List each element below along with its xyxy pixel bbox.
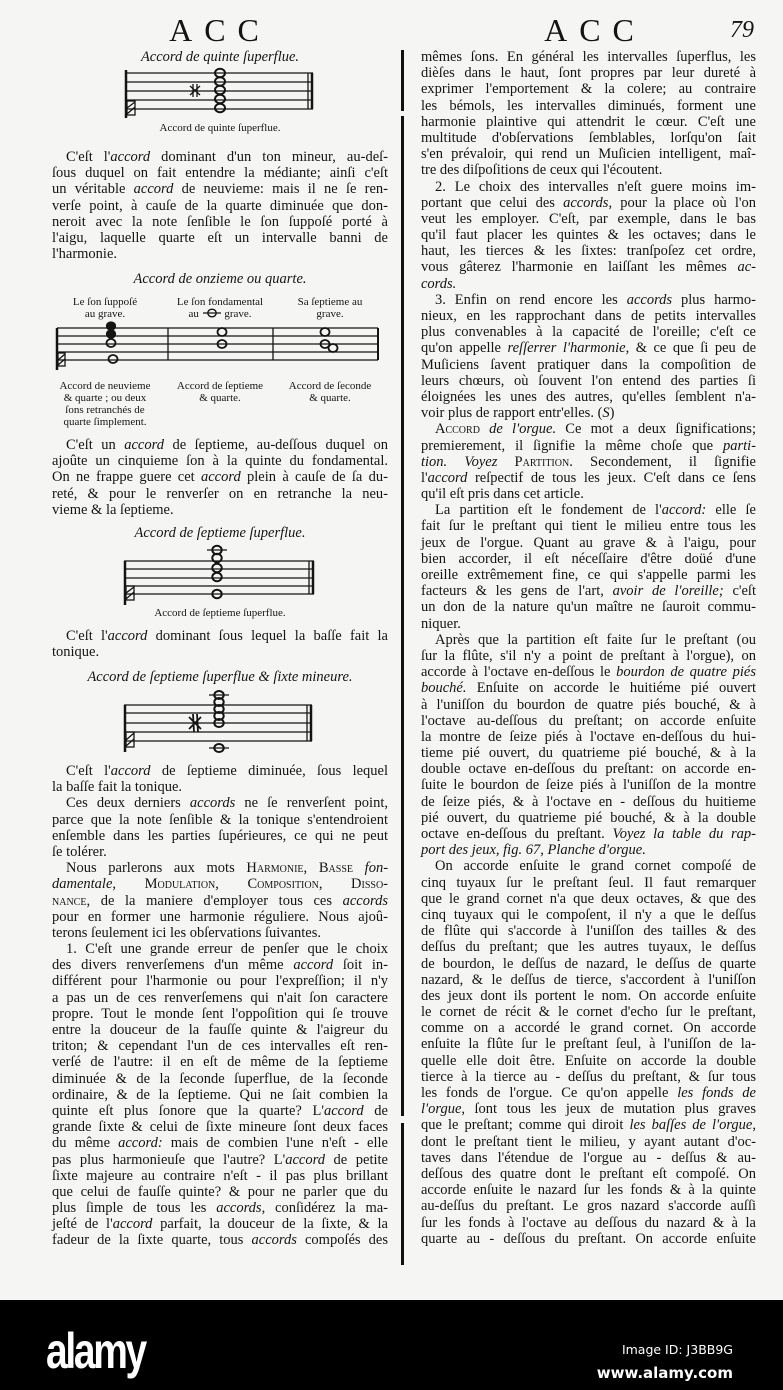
text-run: , <box>112 876 145 893</box>
text-run: , <box>752 1117 756 1134</box>
text-line: nieux, en les rapprochant dans de petits intervalles <box>421 308 756 324</box>
text-line <box>421 470 756 486</box>
clef-icon <box>127 101 135 115</box>
clef-icon <box>58 353 65 366</box>
text-line <box>421 405 756 421</box>
text-line: de ſeize piés, & à l'octave en - deſſous du huitieme <box>421 793 756 810</box>
text-line: accorde enſuite le nazard ſur les fonds & à la quinte <box>421 1182 756 1199</box>
figure-label <box>270 296 390 320</box>
staff-lines <box>125 73 313 109</box>
text-line: 2. Le choix des intervalles n'eſt guere moins im- <box>435 178 756 195</box>
text-line: des jeux dont ils portent le nom. On accorde enſuite <box>421 987 756 1004</box>
text-line: comme on a accordé le grand cornet. On accorde <box>421 1020 756 1037</box>
text-line: verſé de l'autre: il en eſt de même de la ſeptieme <box>52 1054 388 1071</box>
paragraph <box>52 763 388 795</box>
text-run: La partition eſt le fondement de l' <box>435 502 662 519</box>
small-caps-run: nance <box>52 892 87 909</box>
text-line: au-deſſus du preſtant. Le gros nazard s'accorde auſſi <box>421 1198 756 1215</box>
text-line: qu'il faut placer les quintes & les octaves; dans le <box>421 227 756 244</box>
text-line: s'en prévaloir, qui rend un Muſicien intelligent, maî- <box>421 146 756 163</box>
text-run: , <box>303 860 319 877</box>
text-line: diminuée & de la ſeconde ſuperflue, de la ſeconde <box>52 1070 388 1087</box>
text-line <box>52 149 388 165</box>
text-line: différent pour l'harmonie ou pour l'expreſſion; il n'y <box>52 973 388 990</box>
paragraph <box>421 632 756 859</box>
text-line <box>421 1085 756 1101</box>
label-line: Le ſon fondamental <box>176 296 264 308</box>
text-line: tierce à la tierce au - deſſus du preſtant, & ſur tous <box>421 1068 756 1085</box>
italic-run: parti- <box>722 437 756 454</box>
text-line: ſur les fonds à l'octave au deſſous du nazard & à la <box>421 1214 756 1231</box>
figure-label <box>160 296 280 320</box>
text-line: cinq tuyaux ſur le preſtant ſeul. Il faut remarquer <box>421 874 756 891</box>
column-rule <box>401 116 404 1116</box>
label-line: grave. <box>316 308 344 320</box>
caption-line: Accord de ſeptieme <box>176 380 264 392</box>
italic-run: l'orgue <box>421 1101 462 1118</box>
italic-run: accords <box>626 291 673 308</box>
text-line: fait ſur le preſtant qui tient le milieu entre tous les <box>421 518 756 535</box>
text-line: la baſſe fait la tonique. <box>52 779 183 796</box>
text-line: Muſiciens ſavent pratiquer dans la compoſition de <box>421 356 756 373</box>
italic-run: port des jeux, fig. 67, Planche d'orgue. <box>421 842 646 859</box>
text-line: haut, les tierces & les ſixtes: tranſpoſez cet ordre, <box>421 243 756 260</box>
text-line: On accorde enſuite le grand cornet compoſé de <box>435 858 756 875</box>
italic-run: accord <box>133 181 174 198</box>
caption-line: ſons retranchés de <box>65 404 145 416</box>
text-line: quarte au - deſſous du preſtant. On accorde enſuite <box>421 1230 756 1247</box>
text-run: plus harmo- <box>672 291 756 308</box>
text-run: facteurs & les gens de l'art, <box>421 583 613 600</box>
text-run: de neuvieme: mais il ne ſe ren- <box>173 181 388 198</box>
label-text: grave. <box>224 308 252 320</box>
text-line: plus convenables à la capacité de l'oreille; c'eſt ce <box>421 324 756 341</box>
text-line <box>52 876 388 892</box>
text-run: parfait, la douceur de la ſixte, & la <box>152 1216 388 1233</box>
text-run: dominant d'un ton mineur, au-deſ- <box>150 149 388 165</box>
italic-run: accord <box>110 763 151 779</box>
text-line: ſur la flûte, s'il n'y a point de preſtant à l'orgue), on <box>421 647 756 664</box>
text-run: des divers renverſemens d'un même <box>52 957 294 974</box>
text-line: la montre de ſeize piés à l'octave en-deſſous du hui- <box>421 728 756 745</box>
text-line <box>421 1101 756 1117</box>
text-line: neroit avec la note ſenſible le ſon ſuppoſé porté à <box>52 213 388 230</box>
text-line <box>52 181 388 197</box>
text-line <box>52 628 388 644</box>
figure-caption <box>160 380 280 404</box>
small-caps-run: Accord <box>435 421 480 438</box>
image-id: Image ID: J3BB9G <box>621 1342 733 1357</box>
column-rule <box>401 50 404 111</box>
paragraph <box>52 149 388 262</box>
text-line: bien accorder, il eſt néceſſaire d'être doüé d'une <box>421 550 756 567</box>
text-line: cinq tuyaux qui le compoſent, il n'y a que le deſſus <box>421 906 756 923</box>
text-line <box>52 1152 388 1168</box>
text-run: que le preſtant; comme qui diroit <box>421 1117 630 1134</box>
paragraph <box>421 502 756 632</box>
text-run: pas plus harmonieuſe que l'autre? L' <box>52 1151 286 1168</box>
text-line: parce que la note ſenſible & la tonique s'entendroient <box>52 811 388 828</box>
figure-caption: Accord de ſeptieme ſuperflue. <box>154 607 286 619</box>
figure-label <box>45 296 165 320</box>
text-line: de flûte qui s'accorde à l'uniſſon des tailles & des <box>421 923 756 940</box>
italic-run: accords <box>563 194 609 211</box>
text-line: pour en former une harmonie réguliere. Nous ajoû- <box>52 908 388 925</box>
text-line: vieme & la ſeptieme. <box>52 501 174 518</box>
text-run: Ces deux derniers <box>66 795 190 812</box>
label-line <box>160 308 280 320</box>
text-line: tre des diſpoſitions de ceux qui l'écoutent. <box>421 162 663 179</box>
text-run: quinte eſt plus ſonore que la quarte? L' <box>52 1102 324 1119</box>
text-line: multitude d'obſervations ſemblables, lorſqu'on ſait <box>421 129 756 146</box>
small-caps-run: Harmonie <box>246 860 304 877</box>
staff-quinte-superflue <box>125 69 313 118</box>
clef-icon <box>126 586 134 600</box>
text-line: ſixte majeure au contraire n'eſt - il pas plus brillant <box>52 1167 388 1184</box>
text-line <box>52 763 388 779</box>
text-run: plein à cauſe de ſa du- <box>240 469 388 486</box>
text-line <box>52 469 388 485</box>
text-line: que le grand cornet n'a que deux octaves, & que des <box>421 890 756 907</box>
paragraph <box>52 941 388 1249</box>
text-block <box>52 437 388 518</box>
text-line: entre la douceur de la fauſſe quinte & l'aigreur du <box>52 1022 388 1038</box>
alamy-logo: alamy <box>46 1323 145 1379</box>
text-run: ſoit in- <box>333 957 388 974</box>
text-run: de ſeptieme, au-deſſous duquel on <box>163 437 388 453</box>
text-line: grande ſixte & celui de ſixte mineure ſont deux faces <box>52 1119 388 1136</box>
text-line: ſe tolérer. <box>52 843 107 860</box>
text-run: C'eſt l' <box>66 149 111 165</box>
text-line: a pas un de ces renverſemens qui n'ait ſon caractere <box>52 989 388 1006</box>
italic-run: accord <box>107 628 148 644</box>
italic-run: damentale <box>52 876 113 893</box>
italic-run: accord <box>323 1102 364 1119</box>
text-line: reté, & pour le renverſer on en retranche la neu- <box>52 485 388 502</box>
figure-caption <box>45 380 165 428</box>
text-run: compoſés des <box>296 1232 388 1249</box>
text-line: deſſus du preſtant; que les autres tuyaux, le deſſus <box>421 939 756 956</box>
text-line <box>52 1232 388 1248</box>
notes <box>212 546 221 598</box>
paragraph <box>421 858 756 1247</box>
staff-septieme-sixte-mineure <box>124 691 312 752</box>
text-run <box>497 454 514 470</box>
paragraph <box>421 292 756 422</box>
text-run <box>353 860 365 876</box>
text-line: double octave en-deſſous du preſtant: on accorde en- <box>421 761 756 778</box>
text-line: oreille extrêmement fine, ce qui s'appelle parmi les <box>421 567 756 583</box>
text-line: ſuite le bourdon de ſeize piés à l'uniſſon de la montre <box>421 777 756 794</box>
italic-run: accord <box>285 1151 325 1168</box>
text-run: qu'on appelle <box>421 340 508 357</box>
text-line <box>421 340 756 356</box>
text-run: de <box>363 1102 388 1119</box>
watermark-url: www.alamy.com <box>596 1364 733 1382</box>
notes <box>215 69 225 113</box>
text-line: les bémols, les intervalles diminués, forment une <box>421 97 756 114</box>
text-block <box>52 628 388 660</box>
text-run: mais de combien l'une n'eſt - elle <box>162 1135 388 1152</box>
text-line <box>421 259 756 275</box>
text-line <box>52 1200 388 1216</box>
text-line: leurs chœurs, où ſouvent l'on entend des parties ſi <box>421 372 756 389</box>
italic-run: tion. Voyez <box>421 453 498 470</box>
sharp-icon <box>189 714 201 732</box>
clef-icon <box>126 732 134 747</box>
text-run: C'eſt l' <box>66 628 108 644</box>
italic-run: ac- <box>737 259 756 276</box>
text-run: Enſuite on accorde le huitiéme pié ouvert <box>466 680 756 697</box>
text-line: 1. C'eſt une grande erreur de penſer que le choix <box>66 941 388 958</box>
page-number: 79 <box>730 17 754 43</box>
text-line <box>421 195 756 211</box>
staff-lines <box>124 561 314 594</box>
text-line <box>52 860 388 876</box>
text-run: Ce mot a deux ſignifications; <box>556 421 756 438</box>
staff-septieme-superflue <box>124 546 314 605</box>
italic-run: accord <box>293 957 334 974</box>
paragraph <box>421 49 756 179</box>
small-caps-run: Partition <box>514 453 570 470</box>
text-run: , <box>318 876 352 893</box>
text-line: enſuite la flûte ſur le preſtant ſeul, à l'uniſſon de la- <box>421 1036 756 1053</box>
text-line: tonique. <box>52 644 100 661</box>
paragraph <box>52 437 388 518</box>
text-run: dominant ſous lequel la baſſe fait la <box>147 628 388 644</box>
text-line: ſous duquel on fait entendre la médiante; ainſi c'eſt <box>52 165 388 182</box>
text-block <box>52 763 388 1249</box>
label-line: Le ſon ſuppoſé <box>72 296 138 308</box>
caption-line: quarte ſimplement. <box>63 416 147 428</box>
caption-line: Accord de neuvieme <box>59 380 151 392</box>
text-line: quelle elle doit être. Enſuite on accorde la double <box>421 1052 756 1069</box>
italic-run: reſſerrer l'harmonie <box>507 340 626 357</box>
italic-run: accords <box>251 1232 297 1249</box>
text-line: veut les employer. C'eſt, par exemple, dans le bas <box>421 210 756 227</box>
text-run: 3. Enfin on rend encore les <box>435 291 627 308</box>
text-line: éloignées les unes des autres, qu'elles ſemblent n'a- <box>421 388 756 405</box>
text-line: l'octave au-deſſous du preſtant; on accorde enſuite <box>421 712 756 729</box>
text-line <box>421 438 756 454</box>
text-line <box>421 421 756 437</box>
text-block <box>421 49 756 1247</box>
small-caps-run: Basse <box>318 860 353 877</box>
text-line <box>421 826 756 842</box>
small-caps-run: Composition <box>247 876 319 893</box>
text-run: , <box>215 876 248 893</box>
text-line <box>421 502 756 518</box>
text-run: reſpectif de tous les jeux. C'eſt dans ce ſens <box>467 469 756 486</box>
small-caps-run: Modulation <box>144 876 216 893</box>
text-line: triton; & cependant l'un de ces intervalles eſt ren- <box>52 1038 388 1055</box>
text-line: qu'il eſt pris dans cet article. <box>421 486 584 503</box>
text-run: , de la maniere d'employer tous ces <box>86 892 343 909</box>
italic-run: les fonds de <box>677 1085 756 1101</box>
text-line <box>421 276 756 292</box>
text-line: de bourdon, le deſſus de nazard, le deſſus de quarte <box>421 955 756 972</box>
italic-run: accord: <box>118 1135 163 1152</box>
caption-line: & quarte ; ou deux <box>63 392 147 404</box>
text-line: harmonie plaintive qui attendrit le cœur. C'eſt une <box>421 113 756 130</box>
italic-run: Voyez la table du rap- <box>612 826 756 842</box>
text-line: dièſes dans le haut, ſont propres par leur dureté à <box>421 65 756 82</box>
caption-line: & quarte. <box>199 392 241 404</box>
text-run: l' <box>421 469 428 486</box>
text-run: octave en-deſſous du preſtant. <box>421 826 613 842</box>
figure-title: Accord de ſeptieme ſuperflue. <box>134 525 306 541</box>
text-line: pié ouvert, du quatrieme pié bouché, & à la double <box>421 809 756 826</box>
running-head-left: ACC <box>169 12 271 48</box>
label-text: au <box>188 308 199 320</box>
figure-caption: Accord de quinte ſuperflue. <box>159 122 281 134</box>
text-block <box>52 149 388 262</box>
italic-run: S <box>602 405 610 422</box>
text-line: l'aigu, laquelle quarte eſt un intervalle banni de <box>52 229 388 246</box>
italic-run: accord <box>124 437 164 453</box>
note-symbol-icon <box>202 308 222 318</box>
text-run: , & ce que ſi peu de <box>625 340 756 357</box>
text-line: un don de la nature qu'un maître ne ſauroit commu- <box>421 599 756 616</box>
text-run: vous gâterez l'harmonie en laiſſant les mêmes <box>421 259 738 276</box>
italic-run: fon- <box>364 860 389 877</box>
text-line: nazard, & le deſſus de tierce, s'accordent à l'uniſſon <box>421 971 756 988</box>
staff-lines <box>57 328 378 360</box>
paragraph <box>52 795 388 860</box>
text-line <box>52 1103 388 1119</box>
text-line: niquer. <box>421 615 461 632</box>
text-line: dont le preſtant tient le milieu, y ayant autant d'oc- <box>421 1133 756 1150</box>
notes <box>214 691 223 752</box>
text-line: l'harmonie. <box>52 246 118 263</box>
text-run: , pour la place où l'on <box>608 194 757 211</box>
italic-run: les baſſes de l'orgue <box>629 1117 753 1134</box>
text-run: un véritable <box>52 181 134 198</box>
text-run: ) <box>609 405 615 422</box>
text-run: voir plus de rapport entr'elles. ( <box>421 405 603 422</box>
italic-run: accords <box>342 892 388 909</box>
figure-caption <box>270 380 390 404</box>
caption-line: & quarte. <box>309 392 351 404</box>
paragraph <box>52 860 388 941</box>
text-line: que celui de fauſſe quinte? & pour ne parler que du <box>52 1183 388 1200</box>
italic-run: accord <box>201 469 241 486</box>
text-line <box>421 292 756 308</box>
text-line <box>421 583 756 599</box>
text-line: enſemble dans les parties ſupérieures, ce qui ne peut <box>52 827 388 844</box>
text-run: plus ſimple de tous les <box>52 1200 217 1217</box>
text-line: Après que la partition eſt faite ſur le preſtant (ou <box>435 631 756 648</box>
figure-title: Accord de onzieme ou quarte. <box>133 271 307 287</box>
text-run: C'eſt un <box>66 437 125 453</box>
paragraph <box>52 628 388 660</box>
caption-line: Accord de ſeconde <box>288 380 372 392</box>
label-line: Sa ſeptieme au <box>297 296 363 308</box>
text-line <box>52 893 388 909</box>
italic-run: accords <box>189 795 236 812</box>
text-line <box>421 454 756 470</box>
italic-run: accord <box>110 149 151 165</box>
text-line: tieme pié ouvert, du quatrieme pié bouché, & à la <box>421 745 756 762</box>
italic-run: avoir de l'oreille; <box>612 583 724 600</box>
notes <box>107 322 338 363</box>
italic-run: accord <box>112 1216 153 1233</box>
text-run: elle ſe <box>706 502 756 519</box>
text-run: , conſidérez la ma- <box>261 1200 388 1217</box>
text-run: de ſeptieme diminuée, ſous lequel <box>150 763 388 779</box>
text-line: ajoûte un cinquieme ſon à la quinte du fondamental. <box>52 453 388 470</box>
text-line: mêmes ſons. En général les intervalles ſuperflus, les <box>421 49 756 65</box>
text-line <box>52 795 388 811</box>
text-line: propre. Tout le monde ſent l'oppoſition qui ſe trouve <box>52 1005 388 1022</box>
text-run: premierement, il ſignifie la même choſe que <box>421 437 723 454</box>
text-run: les fonds de l'orgue. Ce qu'on appelle <box>421 1085 678 1101</box>
paragraph <box>421 421 756 502</box>
text-run: fadeur de la ſixte quarte, tous <box>52 1232 252 1249</box>
italic-run: bouché. <box>421 680 467 697</box>
text-run: C'eſt l' <box>66 763 111 779</box>
text-run: de petite <box>324 1151 388 1168</box>
figure-title: Accord de quinte ſuperflue. <box>140 49 300 65</box>
text-run: portant que celui des <box>421 194 564 211</box>
text-line <box>421 680 756 696</box>
text-line <box>421 842 756 858</box>
small-caps-run: Disso- <box>351 876 389 893</box>
text-line: exprimer l'emportement & la colere; au contraire <box>421 81 756 98</box>
italic-run: accords <box>216 1200 262 1217</box>
text-line: taves dans l'étendue de l'orgue au - deſſus & au- <box>421 1149 756 1166</box>
text-run: accorde à l'octave en-deſſous le <box>421 664 617 681</box>
text-line: deſſous des quatre dont le preſtant eſt compoſé. On <box>421 1165 756 1182</box>
text-line: verſe point, à cauſe de la quarte diminuée que don- <box>52 197 388 214</box>
text-run: du même <box>52 1135 119 1152</box>
italic-run: bourdon de quatre piés <box>616 664 756 681</box>
text-run: , ſont tous les jeux de mutation plus graves <box>461 1101 756 1118</box>
italic-run: accord <box>427 469 468 486</box>
running-head-right: ACC <box>544 12 646 48</box>
text-run: On ne frappe guere cet <box>52 469 201 486</box>
text-line <box>421 1117 756 1133</box>
text-line: jeux de l'orgue. Quant au grave & à l'aigu, pour <box>421 534 756 551</box>
paragraph <box>421 179 756 292</box>
text-line <box>52 1135 388 1151</box>
text-line: ordinaire, & de la ſeptieme. Qui ne ſait combien la <box>52 1086 388 1103</box>
figure-title: Accord de ſeptieme ſuperflue & ſixte mineure. <box>87 669 353 685</box>
text-line <box>52 957 388 973</box>
text-line <box>421 664 756 680</box>
text-line: le cornet de récit & le cornet d'echo ſur le preſtant, <box>421 1004 756 1021</box>
text-line: terons ſeulement ici les obſervations ſuivantes. <box>52 924 321 941</box>
italic-run: de l'orgue. <box>479 421 557 438</box>
text-run: Nous parlerons aux mots <box>66 860 247 877</box>
label-line: au grave. <box>84 308 126 320</box>
italic-run: accord: <box>661 502 707 519</box>
staff-lines <box>124 705 312 741</box>
text-run: . Secondement, il ſignifie <box>569 453 756 470</box>
text-run: jeſté de l' <box>52 1216 113 1233</box>
text-run: c'eſt <box>723 583 756 600</box>
italic-run: cords. <box>421 275 457 292</box>
staff-onzieme-quarte <box>57 322 378 370</box>
column-rule <box>401 1123 404 1265</box>
sharp-icon <box>190 84 200 97</box>
text-line <box>52 437 388 453</box>
text-line: à l'uniſſon du bourdon de quatre piés bouché, & à <box>421 696 756 713</box>
text-line <box>52 1216 388 1232</box>
text-run: ne ſe renverſent point, <box>235 795 388 812</box>
